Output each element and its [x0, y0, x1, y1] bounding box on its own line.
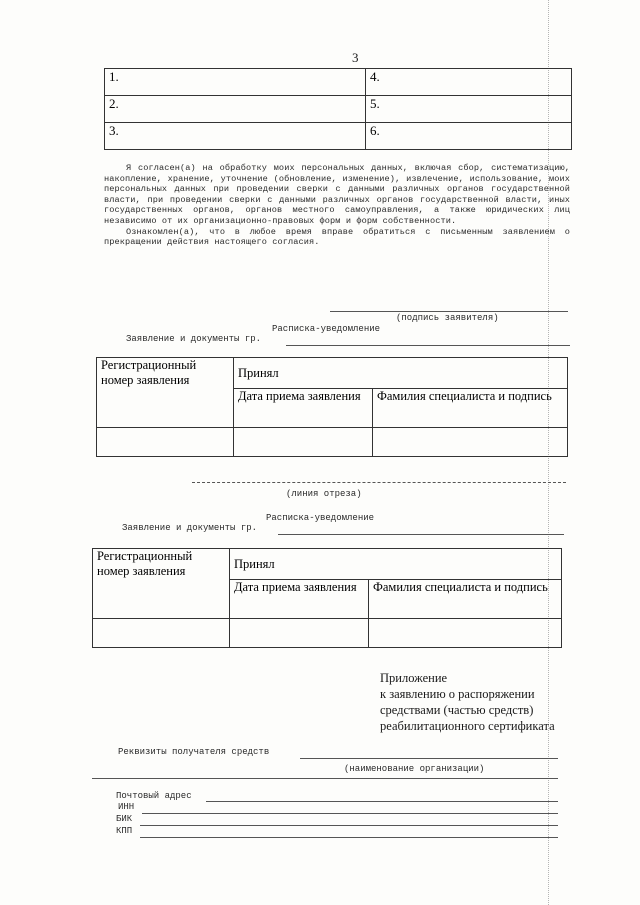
page-number: 3 [352, 50, 359, 65]
appendix-line: средствами (частью средств) [380, 703, 534, 717]
bik-line [140, 825, 558, 826]
bik-label: БИК [116, 814, 133, 824]
date-cell [230, 619, 369, 648]
appendix-line: реабилитационного сертификата [380, 719, 555, 733]
kpp-label: КПП [116, 826, 133, 836]
postal-address-label: Почтовый адрес [116, 791, 192, 801]
table-cell: 5. [366, 96, 572, 123]
table-cell: 4. [366, 69, 572, 96]
table-cell: 3. [105, 123, 366, 150]
table-row [105, 96, 572, 123]
appendix-line: к заявлению о распоряжении [380, 687, 535, 701]
date-header: Дата приема заявления [234, 389, 373, 428]
numbered-items-table [104, 68, 572, 150]
receipt-registration-table [96, 357, 568, 457]
reg-number-header: Регистрационный номер заявления [97, 358, 234, 428]
date-cell [234, 428, 373, 457]
table-cell: 1. [105, 69, 366, 96]
reg-number-cell [97, 428, 234, 457]
reg-number-cell [93, 619, 230, 648]
receipt-title: Расписка-уведомление [272, 324, 381, 334]
specialist-cell [373, 428, 568, 457]
applicant-name-line [278, 534, 564, 535]
receipt-title: Расписка-уведомление [266, 513, 375, 523]
kpp-line [140, 837, 558, 838]
table-cell: 2. [105, 96, 366, 123]
inn-label: ИНН [118, 802, 135, 812]
signature-caption: (подпись заявителя) [396, 313, 499, 323]
date-header: Дата приема заявления [230, 580, 369, 619]
table-cell: 6. [366, 123, 572, 150]
acknowledgement-paragraph: Ознакомлен(а), что в любое время вправе обратиться с письменным заявлением о прекращении действия настоящего согласия. [104, 226, 570, 248]
requisites-line [300, 758, 558, 759]
org-name-line [92, 778, 558, 779]
applicant-name-line [286, 345, 570, 346]
specialist-header: Фамилия специалиста и подпись [369, 580, 562, 619]
receipt-applicant-label: Заявление и документы гр. [122, 523, 258, 533]
postal-address-line [206, 801, 558, 802]
receipt-registration-table [92, 548, 562, 648]
consent-paragraph: Я согласен(а) на обработку моих персональных данных, включая сбор, систематизацию, накопление, хранение, уточнение (обновление, изменение), извлечение, использование, моих персональных данных при проведении сверки с данными различных органов государственной власти, при проведении сверки с данными различных органов государственной власти, иных государственных органов, органов местного самоуправления, а также юридических лиц независимо от их организационно-правовых форм и форм собственности. [104, 163, 570, 226]
accepted-header: Принял [230, 549, 562, 580]
signature-line [330, 311, 568, 312]
receipt-applicant-label: Заявление и документы гр. [126, 334, 262, 344]
specialist-header: Фамилия специалиста и подпись [373, 389, 568, 428]
cut-line-caption: (линия отреза) [286, 489, 362, 499]
accepted-header: Принял [234, 358, 568, 389]
reg-number-header: Регистрационный номер заявления [93, 549, 230, 619]
appendix-line: Приложение [380, 671, 448, 685]
table-row [105, 123, 572, 150]
table-row [105, 69, 572, 96]
requisites-label: Реквизиты получателя средств [118, 747, 270, 757]
inn-line [142, 813, 558, 814]
consent-text [104, 163, 570, 248]
org-name-caption: (наименование организации) [344, 764, 485, 774]
appendix-heading [380, 670, 555, 734]
cut-line [192, 482, 566, 483]
specialist-cell [369, 619, 562, 648]
